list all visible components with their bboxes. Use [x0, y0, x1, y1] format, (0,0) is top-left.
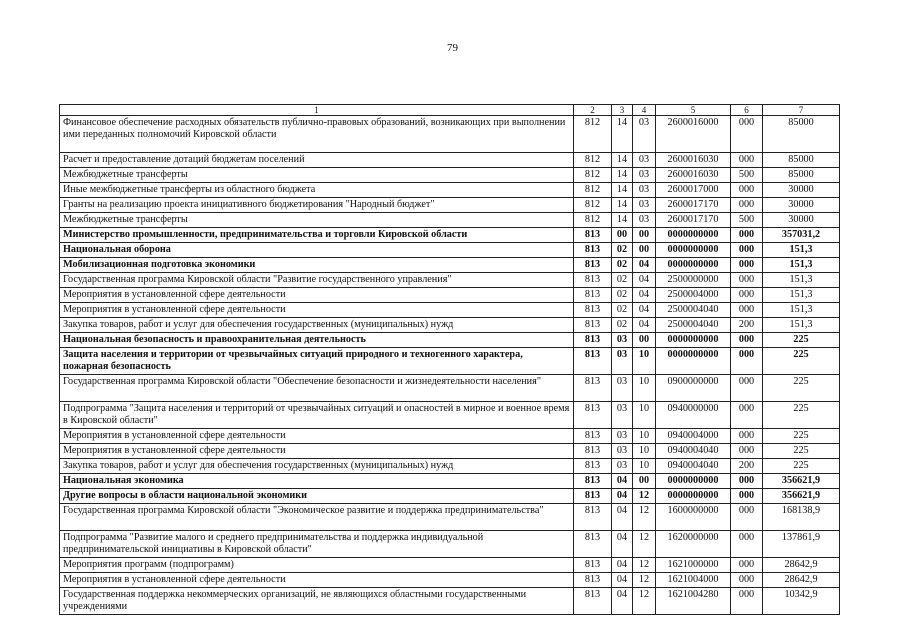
row-section-cell: 04	[612, 588, 633, 615]
row-expense-type-cell: 000	[731, 258, 763, 273]
row-name-cell: Межбюджетные трансферты	[60, 213, 574, 228]
row-amount-cell: 30000	[763, 198, 840, 213]
row-target-code-cell: 0940000000	[656, 402, 731, 429]
row-expense-type-cell: 000	[731, 558, 763, 573]
budget-table	[59, 104, 840, 615]
row-expense-type-cell: 000	[731, 402, 763, 429]
row-name-cell: Гранты на реализацию проекта инициативного бюджетирования "Народный бюджет"	[60, 198, 574, 213]
row-grbs-cell: 813	[574, 228, 612, 243]
row-expense-type-cell: 000	[731, 375, 763, 402]
row-name-cell: Национальная безопасность и правоохранительная деятельность	[60, 333, 574, 348]
row-expense-type-cell: 000	[731, 288, 763, 303]
row-grbs-cell: 813	[574, 444, 612, 459]
row-target-code-cell: 0000000000	[656, 228, 731, 243]
row-expense-type-cell: 000	[731, 429, 763, 444]
row-grbs-cell: 813	[574, 258, 612, 273]
header-cell: 7	[763, 105, 840, 116]
row-grbs-cell: 813	[574, 558, 612, 573]
row-grbs-cell: 812	[574, 198, 612, 213]
row-name-cell: Мероприятия программ (подпрограмм)	[60, 558, 574, 573]
row-target-code-cell: 0900000000	[656, 375, 731, 402]
row-name-cell: Подпрограмма "Развитие малого и среднего предпринимательства и поддержка индивидуальной предпринимательской инициативы в Кировской области"	[60, 531, 574, 558]
table-row	[60, 504, 840, 531]
row-name-cell: Межбюджетные трансферты	[60, 168, 574, 183]
table-row	[60, 228, 840, 243]
row-target-code-cell: 1620000000	[656, 531, 731, 558]
table-row	[60, 318, 840, 333]
row-subsection-cell: 10	[633, 402, 656, 429]
row-grbs-cell: 812	[574, 213, 612, 228]
row-section-cell: 03	[612, 429, 633, 444]
row-amount-cell: 137861,9	[763, 531, 840, 558]
table-row	[60, 558, 840, 573]
row-subsection-cell: 10	[633, 429, 656, 444]
row-name-cell: Финансовое обеспечение расходных обязательств публично-правовых образований, возникающих при выполнении ими переданных полномочий Кировской области	[60, 116, 574, 153]
page-number: 79	[447, 42, 458, 54]
row-amount-cell: 28642,9	[763, 558, 840, 573]
row-section-cell: 02	[612, 288, 633, 303]
table-row	[60, 489, 840, 504]
row-amount-cell: 151,3	[763, 258, 840, 273]
row-subsection-cell: 04	[633, 303, 656, 318]
table-row	[60, 243, 840, 258]
row-target-code-cell: 2600016000	[656, 116, 731, 153]
row-section-cell: 03	[612, 444, 633, 459]
row-amount-cell: 225	[763, 444, 840, 459]
row-subsection-cell: 10	[633, 459, 656, 474]
row-name-cell: Мероприятия в установленной сфере деятельности	[60, 444, 574, 459]
table-row	[60, 273, 840, 288]
row-name-cell: Расчет и предоставление дотаций бюджетам поселений	[60, 153, 574, 168]
row-target-code-cell: 2600016030	[656, 168, 731, 183]
table-row	[60, 588, 840, 615]
row-grbs-cell: 813	[574, 489, 612, 504]
row-expense-type-cell: 000	[731, 588, 763, 615]
row-subsection-cell: 04	[633, 288, 656, 303]
row-section-cell: 14	[612, 168, 633, 183]
row-expense-type-cell: 000	[731, 183, 763, 198]
row-expense-type-cell: 000	[731, 333, 763, 348]
row-name-cell: Мобилизационная подготовка экономики	[60, 258, 574, 273]
table-row	[60, 429, 840, 444]
row-expense-type-cell: 000	[731, 573, 763, 588]
row-expense-type-cell: 000	[731, 444, 763, 459]
row-expense-type-cell: 500	[731, 213, 763, 228]
row-target-code-cell: 2600017170	[656, 198, 731, 213]
row-section-cell: 02	[612, 318, 633, 333]
row-name-cell: Другие вопросы в области национальной экономики	[60, 489, 574, 504]
row-expense-type-cell: 000	[731, 116, 763, 153]
row-grbs-cell: 813	[574, 459, 612, 474]
row-expense-type-cell: 000	[731, 198, 763, 213]
row-grbs-cell: 813	[574, 288, 612, 303]
row-amount-cell: 356621,9	[763, 474, 840, 489]
row-subsection-cell: 12	[633, 504, 656, 531]
row-amount-cell: 225	[763, 429, 840, 444]
row-amount-cell: 225	[763, 459, 840, 474]
table-row	[60, 531, 840, 558]
table-row	[60, 474, 840, 489]
row-amount-cell: 151,3	[763, 318, 840, 333]
row-grbs-cell: 813	[574, 273, 612, 288]
row-amount-cell: 357031,2	[763, 228, 840, 243]
row-grbs-cell: 813	[574, 375, 612, 402]
row-subsection-cell: 12	[633, 573, 656, 588]
row-target-code-cell: 2500000000	[656, 273, 731, 288]
row-grbs-cell: 813	[574, 531, 612, 558]
row-expense-type-cell: 500	[731, 168, 763, 183]
row-section-cell: 00	[612, 228, 633, 243]
header-cell: 2	[574, 105, 612, 116]
row-amount-cell: 85000	[763, 168, 840, 183]
row-expense-type-cell: 200	[731, 318, 763, 333]
table-row	[60, 333, 840, 348]
header-cell: 1	[60, 105, 574, 116]
row-section-cell: 04	[612, 531, 633, 558]
row-subsection-cell: 12	[633, 531, 656, 558]
row-target-code-cell: 0940004040	[656, 444, 731, 459]
row-grbs-cell: 812	[574, 168, 612, 183]
row-amount-cell: 151,3	[763, 273, 840, 288]
row-section-cell: 02	[612, 273, 633, 288]
row-target-code-cell: 0940004040	[656, 459, 731, 474]
row-expense-type-cell: 000	[731, 504, 763, 531]
row-name-cell: Министерство промышленности, предпринимательства и торговли Кировской области	[60, 228, 574, 243]
row-target-code-cell: 2500004000	[656, 288, 731, 303]
row-name-cell: Государственная программа Кировской области "Экономическое развитие и поддержка предпринимательства"	[60, 504, 574, 531]
row-subsection-cell: 10	[633, 375, 656, 402]
row-target-code-cell: 1621004280	[656, 588, 731, 615]
row-subsection-cell: 03	[633, 168, 656, 183]
row-subsection-cell: 10	[633, 348, 656, 375]
row-grbs-cell: 813	[574, 348, 612, 375]
row-subsection-cell: 04	[633, 258, 656, 273]
header-cell: 3	[612, 105, 633, 116]
row-section-cell: 14	[612, 116, 633, 153]
row-target-code-cell: 2600017000	[656, 183, 731, 198]
row-name-cell: Защита населения и территории от чрезвычайных ситуаций природного и техногенного характера, пожарная безопасность	[60, 348, 574, 375]
row-section-cell: 03	[612, 348, 633, 375]
row-amount-cell: 30000	[763, 213, 840, 228]
row-section-cell: 03	[612, 459, 633, 474]
row-section-cell: 14	[612, 153, 633, 168]
row-amount-cell: 225	[763, 348, 840, 375]
row-grbs-cell: 813	[574, 573, 612, 588]
row-expense-type-cell: 000	[731, 243, 763, 258]
row-name-cell: Мероприятия в установленной сфере деятельности	[60, 573, 574, 588]
row-section-cell: 03	[612, 402, 633, 429]
row-expense-type-cell: 000	[731, 228, 763, 243]
row-section-cell: 04	[612, 474, 633, 489]
row-subsection-cell: 00	[633, 228, 656, 243]
row-subsection-cell: 03	[633, 213, 656, 228]
row-section-cell: 04	[612, 489, 633, 504]
row-name-cell: Государственная поддержка некоммерческих организаций, не являющихся областными государственными учреждениями	[60, 588, 574, 615]
row-amount-cell: 151,3	[763, 288, 840, 303]
table-row	[60, 348, 840, 375]
row-amount-cell: 168138,9	[763, 504, 840, 531]
row-grbs-cell: 813	[574, 402, 612, 429]
table-row	[60, 168, 840, 183]
table-row	[60, 116, 840, 153]
row-expense-type-cell: 200	[731, 459, 763, 474]
row-subsection-cell: 03	[633, 116, 656, 153]
row-name-cell: Иные межбюджетные трансферты из областного бюджета	[60, 183, 574, 198]
row-target-code-cell: 2600017170	[656, 213, 731, 228]
row-expense-type-cell: 000	[731, 303, 763, 318]
row-grbs-cell: 813	[574, 504, 612, 531]
row-subsection-cell: 03	[633, 198, 656, 213]
row-amount-cell: 225	[763, 402, 840, 429]
row-target-code-cell: 0000000000	[656, 489, 731, 504]
table-row	[60, 375, 840, 402]
row-expense-type-cell: 000	[731, 153, 763, 168]
row-amount-cell: 225	[763, 333, 840, 348]
row-amount-cell: 356621,9	[763, 489, 840, 504]
row-subsection-cell: 12	[633, 588, 656, 615]
row-name-cell: Мероприятия в установленной сфере деятельности	[60, 303, 574, 318]
row-target-code-cell: 1600000000	[656, 504, 731, 531]
row-target-code-cell: 0000000000	[656, 474, 731, 489]
row-name-cell: Закупка товаров, работ и услуг для обеспечения государственных (муниципальных) нужд	[60, 318, 574, 333]
row-name-cell: Государственная программа Кировской области "Обеспечение безопасности и жизнедеятельности населения"	[60, 375, 574, 402]
row-amount-cell: 225	[763, 375, 840, 402]
row-target-code-cell: 2600016030	[656, 153, 731, 168]
row-grbs-cell: 813	[574, 429, 612, 444]
row-section-cell: 02	[612, 258, 633, 273]
table-row	[60, 183, 840, 198]
row-subsection-cell: 12	[633, 489, 656, 504]
table-row	[60, 198, 840, 213]
row-section-cell: 04	[612, 558, 633, 573]
row-grbs-cell: 813	[574, 243, 612, 258]
table-row	[60, 213, 840, 228]
row-section-cell: 14	[612, 198, 633, 213]
row-grbs-cell: 812	[574, 153, 612, 168]
row-subsection-cell: 00	[633, 333, 656, 348]
table-row	[60, 402, 840, 429]
row-subsection-cell: 04	[633, 318, 656, 333]
row-name-cell: Мероприятия в установленной сфере деятельности	[60, 429, 574, 444]
row-name-cell: Подпрограмма "Защита населения и территорий от чрезвычайных ситуаций и опасностей в мирное и военное время в Кировской области"	[60, 402, 574, 429]
header-cell: 5	[656, 105, 731, 116]
row-name-cell: Закупка товаров, работ и услуг для обеспечения государственных (муниципальных) нужд	[60, 459, 574, 474]
row-grbs-cell: 812	[574, 116, 612, 153]
row-grbs-cell: 812	[574, 183, 612, 198]
table-row	[60, 459, 840, 474]
row-amount-cell: 30000	[763, 183, 840, 198]
row-subsection-cell: 12	[633, 558, 656, 573]
row-grbs-cell: 813	[574, 588, 612, 615]
table-row	[60, 288, 840, 303]
row-name-cell: Государственная программа Кировской области "Развитие государственного управления"	[60, 273, 574, 288]
row-section-cell: 03	[612, 333, 633, 348]
row-subsection-cell: 03	[633, 183, 656, 198]
row-subsection-cell: 00	[633, 474, 656, 489]
row-target-code-cell: 0000000000	[656, 258, 731, 273]
row-amount-cell: 85000	[763, 153, 840, 168]
row-section-cell: 14	[612, 183, 633, 198]
row-grbs-cell: 813	[574, 474, 612, 489]
row-section-cell: 02	[612, 243, 633, 258]
row-target-code-cell: 1621000000	[656, 558, 731, 573]
row-subsection-cell: 03	[633, 153, 656, 168]
row-section-cell: 03	[612, 375, 633, 402]
row-target-code-cell: 0000000000	[656, 243, 731, 258]
row-expense-type-cell: 000	[731, 348, 763, 375]
header-row	[60, 105, 840, 116]
row-target-code-cell: 2500004040	[656, 318, 731, 333]
row-expense-type-cell: 000	[731, 273, 763, 288]
row-name-cell: Мероприятия в установленной сфере деятельности	[60, 288, 574, 303]
row-amount-cell: 151,3	[763, 303, 840, 318]
header-cell: 6	[731, 105, 763, 116]
row-amount-cell: 85000	[763, 116, 840, 153]
row-subsection-cell: 04	[633, 273, 656, 288]
row-target-code-cell: 1621004000	[656, 573, 731, 588]
row-section-cell: 04	[612, 573, 633, 588]
row-target-code-cell: 0000000000	[656, 333, 731, 348]
table-body	[60, 105, 840, 615]
row-subsection-cell: 10	[633, 444, 656, 459]
row-expense-type-cell: 000	[731, 489, 763, 504]
row-target-code-cell: 0000000000	[656, 348, 731, 375]
row-name-cell: Национальная экономика	[60, 474, 574, 489]
table-row	[60, 303, 840, 318]
row-target-code-cell: 0940004000	[656, 429, 731, 444]
row-section-cell: 02	[612, 303, 633, 318]
header-cell: 4	[633, 105, 656, 116]
row-name-cell: Национальная оборона	[60, 243, 574, 258]
row-grbs-cell: 813	[574, 303, 612, 318]
row-subsection-cell: 00	[633, 243, 656, 258]
row-target-code-cell: 2500004040	[656, 303, 731, 318]
row-section-cell: 04	[612, 504, 633, 531]
table-row	[60, 153, 840, 168]
row-expense-type-cell: 000	[731, 474, 763, 489]
table-row	[60, 258, 840, 273]
row-amount-cell: 151,3	[763, 243, 840, 258]
row-expense-type-cell: 000	[731, 531, 763, 558]
row-amount-cell: 28642,9	[763, 573, 840, 588]
table-row	[60, 444, 840, 459]
row-grbs-cell: 813	[574, 333, 612, 348]
row-amount-cell: 10342,9	[763, 588, 840, 615]
table-row	[60, 573, 840, 588]
row-section-cell: 14	[612, 213, 633, 228]
row-grbs-cell: 813	[574, 318, 612, 333]
